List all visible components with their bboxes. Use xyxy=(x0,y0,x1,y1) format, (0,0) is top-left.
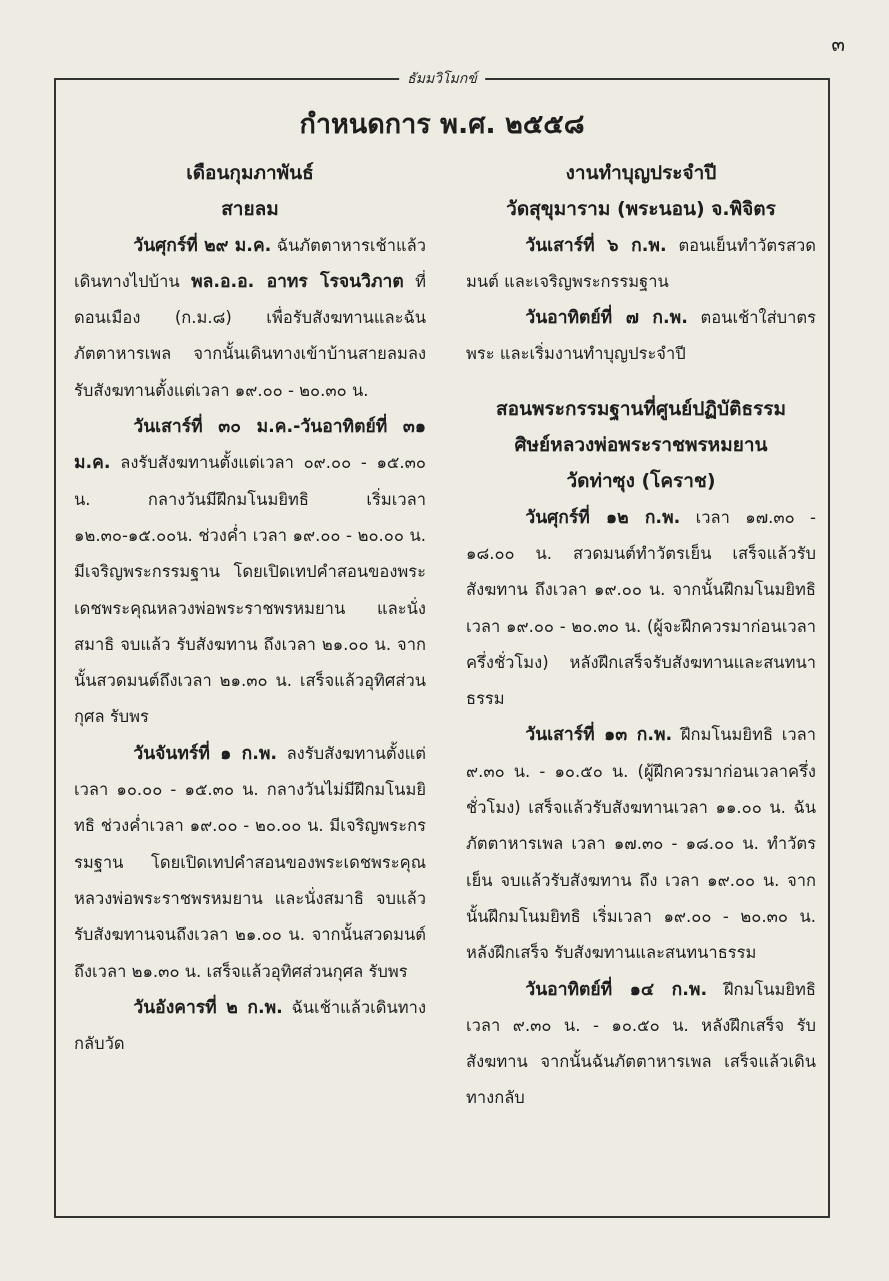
entry-text: ฉันภัตตาหารเช้าแล้วเดินทางไปบ้าน xyxy=(74,235,426,291)
month-heading: เดือนกุมภาพันธ์ xyxy=(186,162,314,184)
schedule-entry xyxy=(466,500,816,718)
entry-text: ตอนเย็นทำวัตรสวดมนต์ และเจริญพระกรรมฐาน xyxy=(466,235,816,291)
entry-date: วันศุกร์ที่ ๑๒ ก.พ. xyxy=(525,507,681,528)
entry-text: ฉันเช้าแล้วเดินทางกลับวัด xyxy=(74,997,426,1054)
section-heading: งานทำบุญประจำปี xyxy=(565,162,717,184)
host-name: พล.อ.อ. อาทร โรจนวิภาต xyxy=(191,271,404,292)
entry-date: วันอังคารที่ ๒ ก.พ. xyxy=(133,997,283,1018)
entry-date: วันอาทิตย์ที่ ๑๔ ก.พ. xyxy=(525,979,708,1000)
right-column xyxy=(466,155,816,1117)
schedule-entry xyxy=(74,990,426,1063)
entry-text: เวลา ๑๗.๓๐ - ๑๘.๐๐ น. สวดมนต์ทำวัตรเย็น เสร็จแล้วรับสังฆทาน ถึงเวลา ๑๙.๐๐ น. จากนั้นฝึกมโนมยิทธิ เวลา ๑๙.๐๐ - ๒๐.๓๐ น. (ผู้จะฝึกควรมาก่อนเวลาครึ่งชั่วโมง) หลังฝึกเสร็จรับสังฆทานและสนทนาธรรม xyxy=(466,507,816,709)
schedule-entry xyxy=(74,736,426,990)
entry-date: วันเสาร์ที่ ๖ ก.พ. xyxy=(525,235,667,256)
entry-text: ที่ดอนเมือง (ก.ม.๘) เพื่อรับสังฆทานและฉันภัตตาหารเพล จากนั้นเดินทางเข้าบ้านสายลมลงรับสังฆทานตั้งแต่เวลา ๑๙.๐๐ - ๒๐.๓๐ น. xyxy=(74,271,426,400)
entry-text: ฝึกมโนมยิทธิ เวลา ๙.๓๐ น. - ๑๐.๕๐ น. (ผู้ฝึกควรมาก่อนเวลาครึ่งชั่วโมง) เสร็จแล้วรับสังฆทานเวลา ๑๑.๐๐ น. ฉันภัตตาหารเพล เวลา ๑๗.๓๐ - ๑๘.๐๐ น. ทำวัตรเย็น จบแล้วรับสังฆทาน ถึง เวลา ๑๙.๐๐ น. จากนั้นฝึกมโนมยิทธิ เริ่มเวลา ๑๙.๐๐ - ๒๐.๓๐ น. หลังฝึกเสร็จ รับสังฆทานและสนทนาธรรม xyxy=(466,725,816,963)
entry-date: วันเสาร์ที่ ๓๐ ม.ค.-วันอาทิตย์ที่ ๓๑ ม.ค. xyxy=(74,417,426,474)
section-heading: สอนพระกรรมฐานที่ศูนย์ปฏิบัติธรรม xyxy=(496,397,786,420)
entry-text: ตอนเช้าใส่บาตรพระ และเริ่มงานทำบุญประจำปี xyxy=(466,308,816,364)
left-column xyxy=(74,155,426,1062)
page-title: กำหนดการ พ.ศ. ๒๕๕๘ xyxy=(299,109,585,140)
section-gap xyxy=(466,373,816,391)
schedule-entry xyxy=(74,409,426,736)
schedule-entry xyxy=(466,300,816,373)
schedule-entry xyxy=(466,228,816,301)
schedule-entry xyxy=(466,717,816,971)
entry-text: ฝึกมโนมยิทธิ เวลา ๙.๓๐ น. - ๑๐.๕๐ น. หลังฝึกเสร็จ รับสังฆทาน จากนั้นฉันภัตตาหารเพล เสร็จแล้วเดินทางกลับ xyxy=(466,979,816,1108)
section-heading: ศิษย์หลวงพ่อพระราชพรหมยาน xyxy=(514,434,768,457)
running-head: ธัมมวิโมกข์ xyxy=(399,68,485,90)
place-heading: สายลม xyxy=(221,198,279,221)
schedule-frame xyxy=(54,71,830,1218)
schedule-entry xyxy=(74,228,426,409)
entry-date: วันจันทร์ที่ ๑ ก.พ. xyxy=(133,743,278,764)
entry-text: ลงรับสังฆทานตั้งแต่เวลา ๑๐.๐๐ - ๑๕.๓๐ น. กลางวันไม่มีฝึกมโนมยิทธิ ช่วงค่ำเวลา ๑๙.๐๐ - ๒๐.๐๐ น. มีเจริญพระกรรมฐาน โดยเปิดเทปคำสอนของพระเดชพระคุณหลวงพ่อพระราชพรหมยาน และนั่งสมาธิ จบแล้ว รับสังฆทานจนถึงเวลา ๒๑.๐๐ น. จากนั้นสวดมนต์ถึงเวลา ๒๑.๓๐ น. เสร็จแล้วอุทิศส่วนกุศล รับพร xyxy=(74,743,426,981)
entry-date: วันศุกร์ที่ ๒๙ ม.ค. xyxy=(133,235,272,256)
schedule-entry xyxy=(466,972,816,1117)
entry-date: วันอาทิตย์ที่ ๗ ก.พ. xyxy=(525,308,688,329)
section-heading: วัดสุขุมาราม (พระนอน) จ.พิจิตร xyxy=(506,198,776,221)
section-heading: วัดท่าซุง (โคราช) xyxy=(566,470,716,493)
page-number: ๓ xyxy=(831,32,845,56)
entry-date: วันเสาร์ที่ ๑๓ ก.พ. xyxy=(525,725,673,746)
entry-text: ลงรับสังฆทานตั้งแต่เวลา ๐๙.๐๐ - ๑๕.๓๐ น. กลางวันมีฝึกมโนมยิทธิ เริ่มเวลา ๑๒.๓๐-๑๕.๐๐น. ช่วงค่ำ เวลา ๑๙.๐๐ - ๒๐.๐๐ น. มีเจริญพระกรรมฐาน โดยเปิดเทปคำสอนของพระเดชพระคุณหลวงพ่อพระราชพรหมยาน และนั่งสมาธิ จบแล้ว รับสังฆทาน ถึงเวลา ๒๑.๐๐ น. จากนั้นสวดมนต์ถึงเวลา ๒๑.๓๐ น. เสร็จแล้วอุทิศส่วนกุศล รับพร xyxy=(74,453,426,727)
